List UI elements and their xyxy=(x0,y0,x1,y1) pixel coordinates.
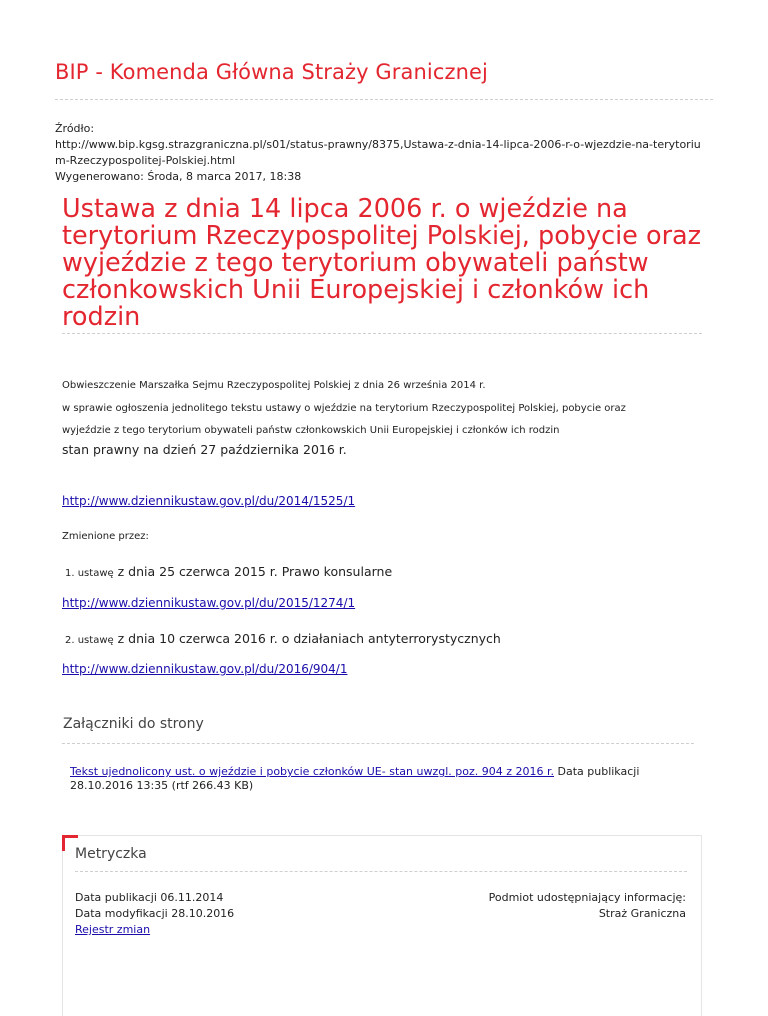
amendment-link[interactable]: http://www.dziennikustaw.gov.pl/du/2016/904/1 xyxy=(62,662,348,676)
amendment-number: 1. ustawę xyxy=(65,568,114,579)
attachments-heading: Załączniki do strony xyxy=(63,716,204,732)
attachment-date-info: 28.10.2016 13:35 (rtf 266.43 KB) xyxy=(70,779,254,792)
change-log-link[interactable]: Rejestr zmian xyxy=(75,923,151,936)
generated-date: Wygenerowano: Środa, 8 marca 2017, 18:38 xyxy=(55,170,302,183)
modification-date: Data modyfikacji 28.10.2016 xyxy=(75,907,235,920)
attachments-divider xyxy=(62,743,694,744)
provider-label: Podmiot udostępniający informację: xyxy=(488,891,686,904)
main-act-link[interactable]: http://www.dziennikustaw.gov.pl/du/2014/1525/1 xyxy=(62,494,356,508)
announcement-line: w sprawie ogłoszenia jednolitego tekstu ustawy o wjeździe na terytorium Rzeczypospolitej Polskiej, pobycie oraz xyxy=(62,403,626,414)
provider-value: Straż Graniczna xyxy=(598,907,686,920)
document-title xyxy=(62,196,702,331)
source-meta xyxy=(55,121,701,185)
amendment-number: 2. ustawę xyxy=(65,635,114,646)
source-label: Źródło: xyxy=(55,122,95,135)
amendment-link[interactable]: http://www.dziennikustaw.gov.pl/du/2015/1274/1 xyxy=(62,596,356,610)
title-line: rodzin xyxy=(62,302,141,332)
title-line: członkowskich Unii Europejskiej i członków ich xyxy=(62,275,650,305)
attachment-date-label: Data publikacji xyxy=(554,765,640,778)
amendment-text: z dnia 25 czerwca 2015 r. Prawo konsularne xyxy=(113,564,393,579)
title-line: wyjeździe z tego terytorium obywateli państw xyxy=(62,248,649,278)
amendment-text: z dnia 10 czerwca 2016 r. o działaniach antyterrorystycznych xyxy=(113,631,501,646)
title-divider xyxy=(62,333,702,334)
site-title: BIP - Komenda Główna Straży Granicznej xyxy=(55,60,488,84)
attachment-link[interactable]: Tekst ujednolicony ust. o wjeździe i pobycie członków UE- stan uwzgl. poz. 904 z 2016 r. xyxy=(70,765,554,778)
title-line: Ustawa z dnia 14 lipca 2006 r. o wjeździe na xyxy=(62,194,628,224)
metryczka-title: Metryczka xyxy=(75,846,147,862)
amendment-item xyxy=(65,628,501,647)
legal-status: stan prawny na dzień 27 października 2016 r. xyxy=(62,442,347,457)
publication-date: Data publikacji 06.11.2014 xyxy=(75,891,224,904)
metryczka-divider xyxy=(75,871,687,872)
header-divider xyxy=(55,99,713,100)
announcement-line: wyjeździe z tego terytorium obywateli państw członkowskich Unii Europejskiej i członków ich rodzin xyxy=(62,425,560,436)
source-url-line1: http://www.bip.kgsg.strazgraniczna.pl/s01/status-prawny/8375,Ustawa-z-dnia-14-lipca-2006-r-o-wjezdzie-na-terytoriu xyxy=(55,138,701,151)
metryczka-dates xyxy=(75,890,234,938)
source-url-line2: m-Rzeczypospolitej-Polskiej.html xyxy=(55,154,236,167)
announcement-line: Obwieszczenie Marszałka Sejmu Rzeczypospolitej Polskiej z dnia 26 września 2014 r. xyxy=(62,380,486,391)
attachment-item xyxy=(70,765,670,793)
title-line: terytorium Rzeczypospolitej Polskiej, pobycie oraz xyxy=(62,221,702,251)
amendment-item xyxy=(65,561,392,580)
amended-by-label: Zmienione przez: xyxy=(62,531,149,542)
metryczka-provider xyxy=(489,890,686,922)
